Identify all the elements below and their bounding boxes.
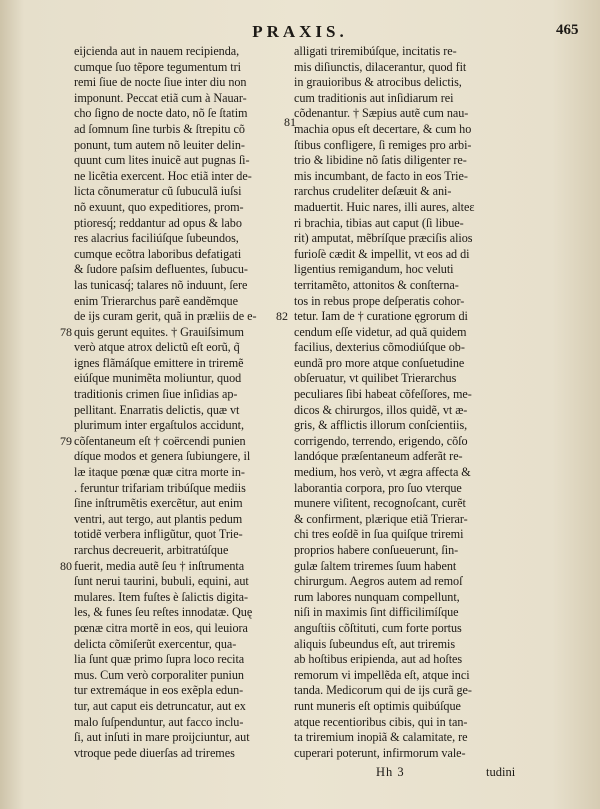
text-line: chirurgum. Aegros autem ad remoſ bbox=[294, 574, 463, 589]
text-line: les, & funes ſeu reſtes innodatæ. Quę bbox=[74, 605, 253, 620]
text-line: lia ſunt quæ primo ſupra loco recita bbox=[74, 652, 245, 667]
text-line: ligentius remigandum, hoc veluti bbox=[294, 262, 454, 277]
text-line: ſunt nerui taurini, bubuli, equini, aut bbox=[74, 574, 249, 589]
text-line: tetur. Iam de † curatione ęgrorum di bbox=[294, 309, 468, 324]
text-line: dicos & chirurgos, illos quidẽ, vt æ- bbox=[294, 402, 468, 417]
text-line: facilius, dexterius cõmodiúſque ob- bbox=[294, 340, 465, 355]
text-line: ab hoſtibus eripienda, aut ad hoſtes bbox=[294, 652, 463, 667]
left-column bbox=[74, 44, 284, 761]
text-line: rum labores nunquam compellunt, bbox=[294, 589, 460, 604]
catchword: tudini bbox=[486, 765, 516, 779]
text-line: ad ſomnum ſine turbis & ſtrepitu cõ bbox=[74, 121, 245, 136]
text-line: malo ſuſpenduntur, aut facco inclu- bbox=[74, 714, 244, 729]
text-line: maduertit. Huic nares, illi aures, alteɛ bbox=[294, 199, 475, 214]
text-line: vtroque pede diuerſas ad triremes bbox=[74, 745, 235, 760]
text-line: alligati triremibúſque, incitatis re- bbox=[294, 44, 457, 58]
right-column bbox=[294, 44, 520, 761]
text-line: cõdenantur. † Sæpius autẽ cum nau- bbox=[294, 106, 469, 121]
text-line: machia opus eſt decertare, & cum ho bbox=[294, 121, 472, 136]
text-line: territamẽto, attonitos & conſterna- bbox=[294, 277, 459, 292]
text-line: . feruntur trifariam tribúſque mediis bbox=[74, 480, 246, 495]
text-line: eijcienda aut in nauem recipienda, bbox=[74, 44, 240, 58]
running-head: PRAXIS. bbox=[252, 22, 348, 41]
text-line: ri brachia, tibias aut caput (ſi libue- bbox=[294, 215, 464, 230]
text-line: delicta cõmiſerũt exercentur, qua- bbox=[74, 636, 237, 651]
text-line: tos in rebus prope deſperatis cohor- bbox=[294, 293, 465, 308]
text-line: pœnæ citra mortẽ in eos, qui leuiora bbox=[74, 620, 248, 635]
text-line: atque recentioribus cibis, qui in tan- bbox=[294, 714, 468, 729]
text-line: aliquis ſubeundus eſt, aut triremis bbox=[294, 636, 456, 651]
text-line: munere viſitent, recognoſcant, curẽt bbox=[294, 496, 466, 511]
text-line: totidẽ verbera infligũtur, quot Trie- bbox=[74, 527, 243, 542]
margin-note-number: 78 bbox=[60, 325, 72, 339]
page-header bbox=[0, 22, 600, 46]
page-number: 465 bbox=[556, 22, 579, 38]
text-line: medium, hos verò, vt ægra affecta & bbox=[294, 465, 471, 480]
text-line: cumque ſuo tẽpore tegumentum tri bbox=[74, 59, 241, 74]
text-line: rarchus crudeliter deſæuit & ani- bbox=[294, 184, 452, 199]
text-line: rarchus decreuerit, arbitratúſque bbox=[74, 543, 229, 557]
text-line: mulares. Item fuſtes è ſalictis digita- bbox=[74, 589, 249, 604]
text-line: de ijs curam gerit, quã in præliis de e- bbox=[74, 309, 257, 324]
margin-note-number: 81 bbox=[284, 115, 296, 129]
text-line: corrigendo, terrendo, erigendo, cõſo bbox=[294, 433, 468, 448]
text-line: cho ſigno de nocte dato, nõ ſe ſtatim bbox=[74, 106, 248, 121]
text-line: ſtibus confligere, ſi remiges pro arbi- bbox=[294, 137, 472, 152]
text-line: nõ exuunt, quo expeditiores, prom- bbox=[74, 199, 244, 214]
text-line: eundã pro more atque conſuetudine bbox=[294, 355, 465, 370]
text-line: & ſudore paſsim defluentes, ſubucu- bbox=[74, 262, 248, 277]
text-line: quunt cum lites inuicẽ aut pugnas ſi- bbox=[74, 153, 250, 168]
signature-mark: Hh 3 bbox=[376, 765, 405, 779]
text-line: imponunt. Peccat etiã cum à Nauar- bbox=[74, 90, 247, 105]
text-line: runt muneris eſt optimis quibúſque bbox=[294, 698, 461, 713]
text-line: fuerit, media autẽ ſeu † inſtrumenta bbox=[74, 558, 245, 573]
text-line: traditionis crimen ſiue inſidias ap- bbox=[74, 387, 238, 402]
text-line: rit) amputat, mẽbríſque præciſis alios bbox=[294, 231, 473, 246]
text-line: ptioresq́; reddantur ad opus & labo bbox=[74, 215, 242, 230]
margin-note-number: 79 bbox=[60, 434, 72, 448]
text-line: díque modos et genera ſubiungere, il bbox=[74, 449, 251, 464]
text-line: eiúſque munimẽta moliuntur, quod bbox=[74, 371, 242, 386]
text-line: peculiares ſibi habeat cõfeſſores, me- bbox=[294, 387, 472, 402]
text-line: laborantia corpora, pro ſuo vterque bbox=[294, 480, 462, 495]
text-line: mis incumbant, de facto in eos Trie- bbox=[294, 168, 468, 183]
text-line: ne licẽtia exercent. Hoc etiã inter de- bbox=[74, 168, 252, 183]
text-line: læ itaque pœnæ quæ citra morte in- bbox=[74, 465, 245, 480]
text-line: licta cõnumeratur cũ ſubuculã iuſsi bbox=[74, 184, 242, 199]
text-line: cõſentaneum eſt † coërcendi punien bbox=[74, 433, 246, 448]
text-line: landóque præſentaneum adferãt re- bbox=[294, 449, 463, 464]
text-line: gris, & afflictis illorum conſcientiis, bbox=[294, 418, 468, 433]
text-line: chi tres eoſdẽ in ſua quiſque triremi bbox=[294, 527, 464, 542]
text-line: tur extremáque in eos exẽpla edun- bbox=[74, 683, 244, 698]
text-line: tur, aut caput eis detruncatur, aut ex bbox=[74, 698, 246, 713]
text-line: remi ſiue de nocte ſiue inter diu non bbox=[74, 75, 247, 90]
text-line: cendum eſſe videtur, ad quã quidem bbox=[294, 324, 467, 339]
text-line: mis diſiunctis, dilacerantur, quod fit bbox=[294, 59, 467, 74]
margin-note-number: 80 bbox=[60, 559, 72, 573]
text-line: ventri, aut tergo, aut plantis pedum bbox=[74, 511, 243, 526]
text-line: ta triremium inopiã & calamitate, re bbox=[294, 730, 468, 745]
text-line: ignes flãmáſque emittere in triremẽ bbox=[74, 355, 244, 370]
text-line: ſine inſtrumẽtis exercẽtur, aut enim bbox=[74, 496, 243, 511]
text-line: cuperari poterunt, infirmorum vale- bbox=[294, 745, 466, 760]
text-line: niſi in maximis ſint difficilimíſque bbox=[294, 605, 459, 620]
text-line: quis gerunt equites. † Grauiſsimum bbox=[74, 324, 244, 339]
text-line: cum traditionis aut inſidiarum rei bbox=[294, 90, 454, 105]
text-line: & confirment, plærique etiã Trierar- bbox=[294, 511, 468, 526]
margin-note-number: 82 bbox=[276, 309, 288, 323]
text-line: ſi, aut inſuti in mare proijciuntur, aut bbox=[74, 730, 250, 745]
text-line: furioſè cædit & impellit, vt eos ad di bbox=[294, 246, 470, 261]
text-line: remorum vi impellẽda eſt, atque inci bbox=[294, 667, 470, 682]
text-line: anguſtiis cõſtituti, cum forte portus bbox=[294, 620, 462, 635]
text-line: res alacrius faciliúſque ſubeundos, bbox=[74, 231, 239, 246]
text-line: tanda. Medicorum qui de ijs curã ge- bbox=[294, 683, 472, 698]
text-line: in grauioribus & atrocibus delictis, bbox=[294, 75, 462, 90]
text-line: verò atque atrox delictũ eſt eorũ, q̃ bbox=[74, 340, 240, 355]
text-line: trio & libidine nõ ſatis diligenter re- bbox=[294, 153, 467, 168]
text-line: las tunicasq́; talares nõ induunt, ſere bbox=[74, 277, 248, 292]
text-line: mus. Cum verò corporaliter puniun bbox=[74, 667, 244, 682]
text-line: obſeruatur, vt quilibet Trierarchus bbox=[294, 371, 457, 386]
text-line: enim Trierarchus parẽ eandẽmque bbox=[74, 293, 238, 308]
text-line: cumque ecõtra laboribus defatigati bbox=[74, 246, 242, 261]
text-line: proprios habere conſueuerunt, ſin- bbox=[294, 543, 459, 557]
text-line: gulæ ſaltem triremes ſuum habent bbox=[294, 558, 457, 573]
text-line: ponunt, tum autem nõ leuiter delin- bbox=[74, 137, 245, 152]
text-line: pellitant. Enarratis delictis, quæ vt bbox=[74, 402, 240, 417]
text-line: plurimum inter ergaſtulos accidunt, bbox=[74, 418, 244, 433]
